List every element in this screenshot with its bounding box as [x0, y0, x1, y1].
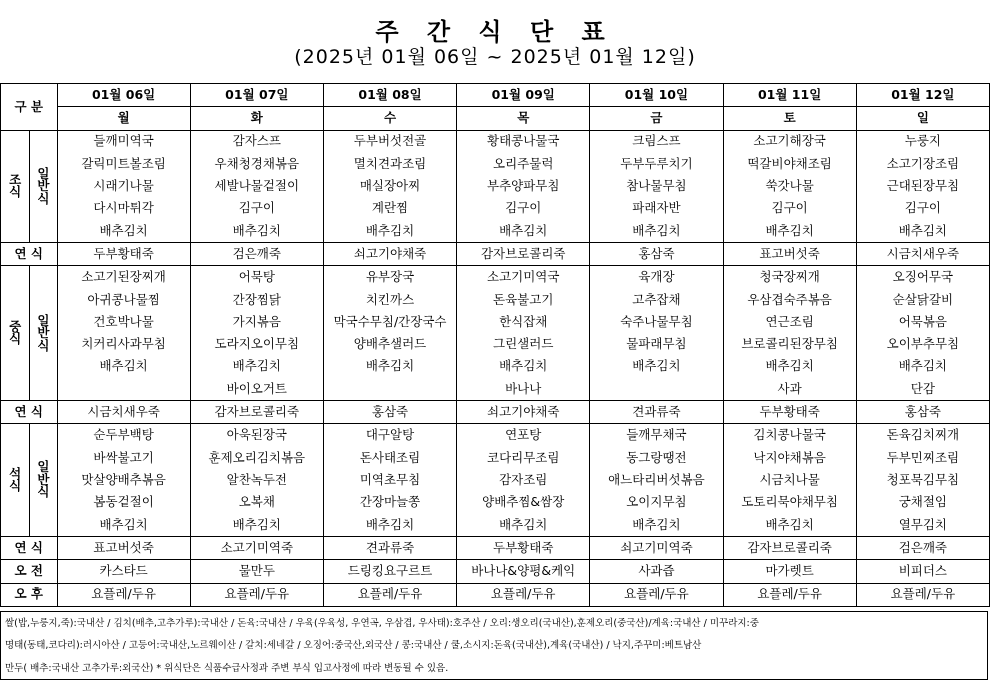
- menu-item: 크림스프: [590, 130, 723, 153]
- menu-item: 배추김치: [190, 220, 323, 243]
- menu-item: 오징어무국: [856, 266, 989, 289]
- date-range-subtitle: (2025년 01월 06일 ~ 2025년 01월 12일): [294, 46, 696, 68]
- menu-item: 아욱된장국: [190, 424, 323, 447]
- origin-note-line-2: 명태(동태,코다리):러시아산 / 고등어:국내산,노르웨이산 / 갈치:세네갈 / 오징어:중국산,외국산 / 콩:국내산 / 쿨,소시지:돈육(국내산),계육(국내산) / 낙지,주꾸미:베트남산: [0, 634, 988, 657]
- menu-item: 알찬녹두전: [190, 469, 323, 491]
- menu-item: 요플레/두유: [590, 583, 723, 606]
- breakfast-row: [1, 197, 990, 219]
- lunch-row: [1, 356, 990, 378]
- date-header: 01월 11일: [723, 84, 856, 107]
- menu-item: 코다리무조림: [457, 447, 590, 469]
- menu-item: 물파래무침: [590, 333, 723, 355]
- menu-item: 들깨미역국: [57, 130, 190, 153]
- menu-item: 두부버섯전골: [323, 130, 456, 153]
- menu-item: 감자브로콜리죽: [457, 243, 590, 266]
- menu-item: 김치콩나물국: [723, 424, 856, 447]
- menu-item: [57, 378, 190, 401]
- date-header: 01월 09일: [457, 84, 590, 107]
- menu-item: 배추김치: [457, 514, 590, 537]
- menu-item: 애느타리버섯볶음: [590, 469, 723, 491]
- menu-item: 검은깨죽: [190, 243, 323, 266]
- menu-item: 양배추샐러드: [323, 333, 456, 355]
- menu-item: 갈릭미트볼조림: [57, 153, 190, 175]
- origin-note-line-3: 만두( 배추:국내산 고추가루:외국산) * 위식단은 식품수급사정과 주변 부식 입고사정에 따라 변동될 수 있음.: [0, 657, 988, 680]
- breakfast-soft-label: 연 식: [1, 243, 58, 266]
- menu-item: 시금치새우죽: [57, 401, 190, 424]
- menu-item: 소고기미역죽: [190, 536, 323, 559]
- menu-item: 매실장아찌: [323, 175, 456, 197]
- dinner-soft-label: 연 식: [1, 536, 58, 559]
- menu-item: 어묵탕: [190, 266, 323, 289]
- lunch-sub-label: 일 반 식: [30, 266, 57, 401]
- menu-item: 황태콩나물국: [457, 130, 590, 153]
- menu-item: 두부황태죽: [457, 536, 590, 559]
- menu-item: 바이오거트: [190, 378, 323, 401]
- menu-item: 오이부추무침: [856, 333, 989, 355]
- lunch-row: [1, 266, 990, 289]
- menu-item: 바나나: [457, 378, 590, 401]
- dinner-row: [1, 514, 990, 537]
- menu-item: 치커리사과무침: [57, 333, 190, 355]
- menu-item: 봄동겉절이: [57, 491, 190, 513]
- menu-item: 소고기미역국: [457, 266, 590, 289]
- menu-item: 그린샐러드: [457, 333, 590, 355]
- menu-item: 간장마늘쫑: [323, 491, 456, 513]
- menu-item: 두부황태죽: [723, 401, 856, 424]
- menu-item: 한식잡채: [457, 311, 590, 333]
- menu-item: 배추김치: [856, 220, 989, 243]
- menu-item: 쇠고기야채죽: [323, 243, 456, 266]
- menu-item: 우채청경채볶음: [190, 153, 323, 175]
- menu-item: 시금치나물: [723, 469, 856, 491]
- menu-item: 궁채절임: [856, 491, 989, 513]
- menu-item: 표고버섯죽: [57, 536, 190, 559]
- menu-item: 시금치새우죽: [856, 243, 989, 266]
- menu-item: 요플레/두유: [856, 583, 989, 606]
- menu-item: 요플레/두유: [723, 583, 856, 606]
- menu-item: 배추김치: [57, 514, 190, 537]
- menu-item: 대구알탕: [323, 424, 456, 447]
- menu-item: 연포탕: [457, 424, 590, 447]
- menu-item: 견과류죽: [323, 536, 456, 559]
- menu-item: 육개장: [590, 266, 723, 289]
- day-header: 화: [190, 107, 323, 130]
- menu-item: 오이지무침: [590, 491, 723, 513]
- menu-item: 배추김치: [723, 514, 856, 537]
- snack-am-row: [1, 560, 990, 583]
- menu-item: 감자스프: [190, 130, 323, 153]
- menu-item: 드링킹요구르트: [323, 560, 456, 583]
- menu-item: 순살닭갈비: [856, 289, 989, 311]
- menu-item: 가지볶음: [190, 311, 323, 333]
- menu-item: 배추김치: [323, 220, 456, 243]
- menu-item: 바나나&양평&케익: [457, 560, 590, 583]
- dinner-row: [1, 447, 990, 469]
- menu-item: 돈육김치찌개: [856, 424, 989, 447]
- menu-item: 돈사태조림: [323, 447, 456, 469]
- dinner-sub-label: 일 반 식: [30, 424, 57, 536]
- menu-item: 파래자반: [590, 197, 723, 219]
- menu-item: [323, 378, 456, 401]
- lunch-row: [1, 378, 990, 401]
- dinner-row: [1, 469, 990, 491]
- menu-item: 쇠고기미역죽: [590, 536, 723, 559]
- menu-item: 홍삼죽: [323, 401, 456, 424]
- menu-item: 배추김치: [856, 356, 989, 378]
- dinner-label: 석 식: [1, 424, 30, 536]
- breakfast-soft-row: [1, 243, 990, 266]
- breakfast-label: 조 식: [1, 130, 30, 242]
- menu-item: 치킨까스: [323, 289, 456, 311]
- menu-item: 감자브로콜리죽: [723, 536, 856, 559]
- menu-item: 비피더스: [856, 560, 989, 583]
- menu-item: 배추김치: [590, 356, 723, 378]
- menu-item: 요플레/두유: [57, 583, 190, 606]
- menu-item: 청포묵김무침: [856, 469, 989, 491]
- menu-item: 김구이: [457, 197, 590, 219]
- origin-note-line-1: 쌀(밥,누룽지,죽):국내산 / 김치(배추,고추가루):국내산 / 돈육:국내산 / 우육(우육성, 우연곡, 우삼겹, 우사태):호주산 / 오리:생오리(국내산),훈제오리(중국산)/계육:국내산 / 미꾸라지:중: [0, 611, 988, 634]
- day-header: 일: [856, 107, 989, 130]
- menu-item: 김구이: [856, 197, 989, 219]
- menu-item: 계란찜: [323, 197, 456, 219]
- date-header: 01월 10일: [590, 84, 723, 107]
- menu-item: 오리주물럭: [457, 153, 590, 175]
- dinner-row: [1, 424, 990, 447]
- menu-item: 검은깨죽: [856, 536, 989, 559]
- menu-item: 참나물무침: [590, 175, 723, 197]
- menu-item: 건호박나물: [57, 311, 190, 333]
- page-title: 주 간 식 단 표: [375, 18, 615, 46]
- menu-item: 배추김치: [190, 514, 323, 537]
- menu-item: 훈제오리김치볶음: [190, 447, 323, 469]
- menu-item: 사과: [723, 378, 856, 401]
- menu-item: 김구이: [190, 197, 323, 219]
- date-header: 01월 08일: [323, 84, 456, 107]
- menu-item: 소고기장조림: [856, 153, 989, 175]
- menu-item: 오복채: [190, 491, 323, 513]
- breakfast-row: [1, 153, 990, 175]
- day-header: 목: [457, 107, 590, 130]
- menu-item: 배추김치: [590, 220, 723, 243]
- menu-item: 도토리묵야채무침: [723, 491, 856, 513]
- menu-item: [590, 378, 723, 401]
- menu-item: 견과류죽: [590, 401, 723, 424]
- menu-item: 배추김치: [723, 220, 856, 243]
- day-header: 토: [723, 107, 856, 130]
- menu-item: 두부두루치기: [590, 153, 723, 175]
- menu-item: 배추김치: [57, 220, 190, 243]
- menu-item: 두부황태죽: [57, 243, 190, 266]
- menu-item: 배추김치: [57, 356, 190, 378]
- menu-item: 들깨무채국: [590, 424, 723, 447]
- menu-item: 감자조림: [457, 469, 590, 491]
- menu-item: 시래기나물: [57, 175, 190, 197]
- menu-item: 돈육불고기: [457, 289, 590, 311]
- menu-item: 순두부백탕: [57, 424, 190, 447]
- menu-item: 누룽지: [856, 130, 989, 153]
- menu-item: 다시마튀각: [57, 197, 190, 219]
- menu-item: 미역초무침: [323, 469, 456, 491]
- menu-item: 두부민찌조림: [856, 447, 989, 469]
- menu-item: 낙지야채볶음: [723, 447, 856, 469]
- menu-item: 표고버섯죽: [723, 243, 856, 266]
- lunch-row: [1, 311, 990, 333]
- menu-item: 멸치견과조림: [323, 153, 456, 175]
- date-header: 01월 12일: [856, 84, 989, 107]
- menu-item: 배추김치: [457, 356, 590, 378]
- weekly-menu-table: [0, 83, 990, 607]
- breakfast-row: [1, 130, 990, 153]
- menu-item: 세발나물겉절이: [190, 175, 323, 197]
- menu-item: 배추김치: [323, 356, 456, 378]
- lunch-label: 중 식: [1, 266, 30, 401]
- menu-item: 양배추찜&쌈장: [457, 491, 590, 513]
- menu-item: 고추잡채: [590, 289, 723, 311]
- menu-item: 소고기해장국: [723, 130, 856, 153]
- menu-item: 감자브로콜리죽: [190, 401, 323, 424]
- menu-item: 홍삼죽: [590, 243, 723, 266]
- menu-item: 떡갈비야채조림: [723, 153, 856, 175]
- menu-item: 배추김치: [457, 220, 590, 243]
- snack-am-label: 오 전: [1, 560, 58, 583]
- header-days-row: [1, 107, 990, 130]
- menu-item: 근대된장무침: [856, 175, 989, 197]
- menu-item: 맛살양배추볶음: [57, 469, 190, 491]
- menu-item: 배추김치: [590, 514, 723, 537]
- menu-item: 쑥갓나물: [723, 175, 856, 197]
- lunch-row: [1, 289, 990, 311]
- menu-item: 어묵볶음: [856, 311, 989, 333]
- menu-item: 유부장국: [323, 266, 456, 289]
- menu-item: 소고기된장찌개: [57, 266, 190, 289]
- menu-item: 배추김치: [723, 356, 856, 378]
- menu-item: 숙주나물무침: [590, 311, 723, 333]
- menu-item: 연근조림: [723, 311, 856, 333]
- day-header: 수: [323, 107, 456, 130]
- breakfast-sub-label: 일 반 식: [30, 130, 57, 242]
- menu-item: 사과즙: [590, 560, 723, 583]
- menu-item: 간장찜닭: [190, 289, 323, 311]
- menu-item: 아귀콩나물찜: [57, 289, 190, 311]
- snack-pm-label: 오 후: [1, 583, 58, 606]
- menu-item: 바싹불고기: [57, 447, 190, 469]
- menu-item: 동그랑땡전: [590, 447, 723, 469]
- menu-item: 막국수무침/간장국수: [323, 311, 456, 333]
- menu-item: 열무김치: [856, 514, 989, 537]
- menu-item: 요플레/두유: [457, 583, 590, 606]
- menu-item: 홍삼죽: [856, 401, 989, 424]
- menu-item: 마가렛트: [723, 560, 856, 583]
- menu-item: 쇠고기야채죽: [457, 401, 590, 424]
- menu-item: 도라지오이무침: [190, 333, 323, 355]
- header-dates-row: [1, 84, 990, 107]
- lunch-soft-label: 연 식: [1, 401, 58, 424]
- section-header-label: 구 분: [1, 84, 58, 131]
- menu-item: 브로콜리된장무침: [723, 333, 856, 355]
- date-header: 01월 06일: [57, 84, 190, 107]
- menu-item: 요플레/두유: [190, 583, 323, 606]
- menu-item: 배추김치: [190, 356, 323, 378]
- dinner-row: [1, 491, 990, 513]
- breakfast-row: [1, 220, 990, 243]
- menu-item: 김구이: [723, 197, 856, 219]
- lunch-row: [1, 333, 990, 355]
- menu-item: 물만두: [190, 560, 323, 583]
- lunch-soft-row: [1, 401, 990, 424]
- day-header: 월: [57, 107, 190, 130]
- menu-item: 단감: [856, 378, 989, 401]
- menu-item: 배추김치: [323, 514, 456, 537]
- menu-item: 부추양파무침: [457, 175, 590, 197]
- dinner-soft-row: [1, 536, 990, 559]
- menu-item: 카스타드: [57, 560, 190, 583]
- snack-pm-row: [1, 583, 990, 606]
- date-header: 01월 07일: [190, 84, 323, 107]
- menu-item: 청국장찌개: [723, 266, 856, 289]
- day-header: 금: [590, 107, 723, 130]
- menu-item: 요플레/두유: [323, 583, 456, 606]
- menu-item: 우삼겹숙주볶음: [723, 289, 856, 311]
- breakfast-row: [1, 175, 990, 197]
